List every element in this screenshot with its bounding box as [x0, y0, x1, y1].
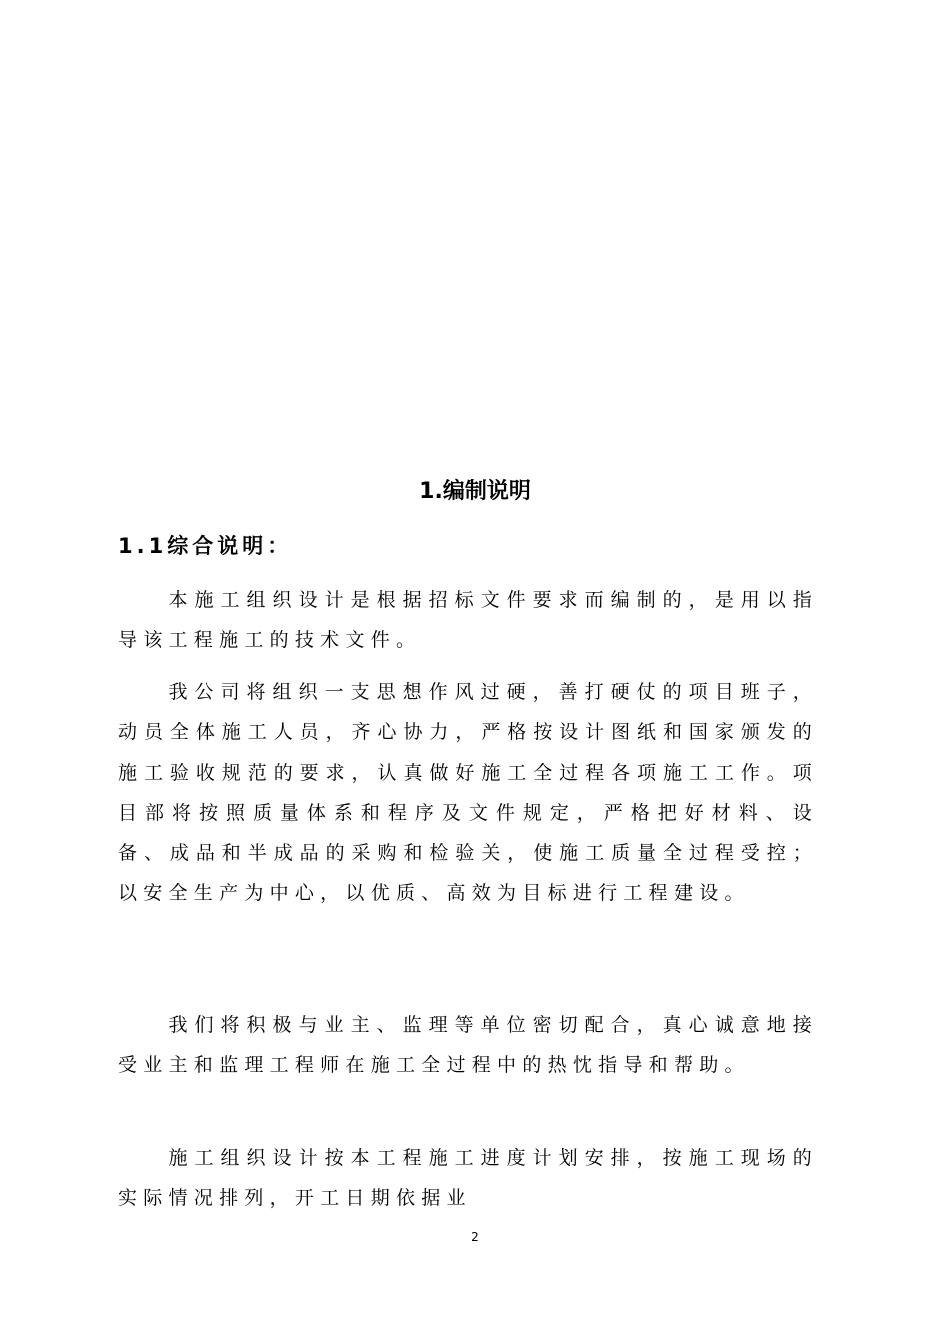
section-title: 1.1综合说明：: [118, 534, 293, 558]
chapter-title: 1.编制说明: [419, 479, 531, 504]
paragraph-4-block: [118, 1138, 818, 1219]
paragraph: 施工组织设计按本工程施工进度计划安排，按施工现场的实际情况排列，开工日期依据业: [118, 1147, 818, 1210]
paragraph-1-block: [118, 580, 818, 661]
paragraph: 我公司将组织一支思想作风过硬，善打硬仗的项目班子，动员全体施工人员，齐心协力，严格按设计图纸和国家颁发的施工验收规范的要求，认真做好施工全过程各项施工工作。项目部将按照质量体系和程序及文件规定，严格把好材料、设备、成品和半成品的采购和检验关，使施工质量全过程受控；以安全生产为中心，以优质、高效为目标进行工程建设。: [118, 681, 818, 905]
paragraph-2-block: [118, 672, 818, 914]
page-number: 2: [471, 1230, 479, 1244]
paragraph-3-block: [118, 1005, 818, 1086]
paragraph: 本施工组织设计是根据招标文件要求而编制的，是用以指导该工程施工的技术文件。: [118, 589, 818, 652]
paragraph: 我们将积极与业主、监理等单位密切配合，真心诚意地接受业主和监理工程师在施工全过程中的热忱指导和帮助。: [118, 1014, 818, 1077]
